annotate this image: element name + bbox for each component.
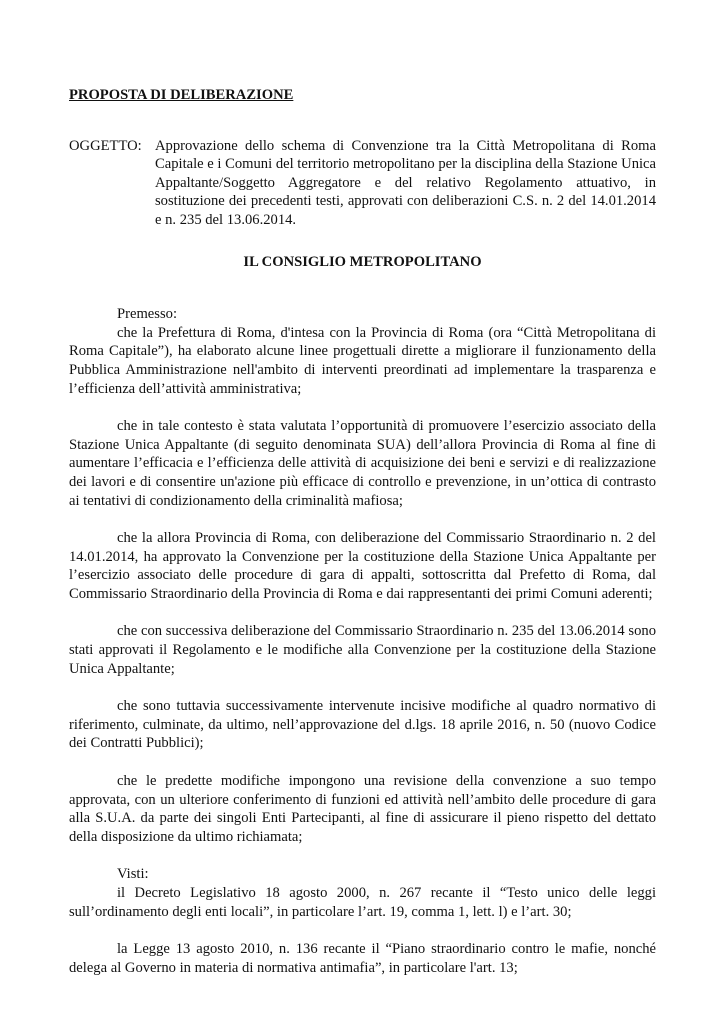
document-title: PROPOSTA DI DELIBERAZIONE [69,87,294,103]
visti-paragraph-1: il Decreto Legislativo 18 agosto 2000, n. 267 recante il “Testo unico delle leggi sull’ordinamento degli enti locali”, in particolare l’art. 19, comma 1, lett. l) e l’art. 30; [69,885,656,920]
document-body [69,86,656,977]
premesso-label: Premesso: [117,306,177,323]
premesso-paragraph-1: che la Prefettura di Roma, d'intesa con la Provincia di Roma (ora “Città Metropolitana di Roma Capitale”), ha elaborato alcune linee progettuali dirette a migliorare il funzionamento della Pubblica Amministrazione nell'ambito di interventi preordinati ad implementare la trasparenza e l’efficienza dell’attività amministrativa; [69,324,656,397]
visti-label: Visti: [117,866,149,883]
premesso-paragraph-4: che con successiva deliberazione del Commissario Straordinario n. 235 del 13.06.2014 sono stati approvati il Regolamento e le modifiche alla Convenzione per la costituzione della Stazione Unica Appaltante; [69,623,656,677]
council-heading: IL CONSIGLIO METROPOLITANO [243,253,482,270]
subject-text: Approvazione dello schema di Convenzione tra la Città Metropolitana di Roma Capitale e i Comuni del territorio metropolitano per la disciplina della Stazione Unica Appaltante/Soggetto Aggregatore e del relativo Regolamento attuativo, in sostituzione dei precedenti testi, approvati con deliberazioni C.S. n. 2 del 14.01.2014 e n. 235 del 13.06.2014. [155,137,656,228]
premesso-paragraph-2: che in tale contesto è stata valutata l’opportunità di promuovere l’esercizio associato della Stazione Unica Appaltante (di seguito denominata SUA) dell’allora Provincia di Roma al fine di aumentare l’efficacia e l’efficienza delle attività di acquisizione dei beni e servizi e di realizzazione dei lavori e di consentire un'azione più efficace di controllo e prevenzione, in un’ottica di contrasto ai tentativi di condizionamento della criminalità mafiosa; [69,418,656,509]
visti-paragraph-2: la Legge 13 agosto 2010, n. 136 recante il “Piano straordinario contro le mafie, nonché delega al Governo in materia di normativa antimafia”, in particolare l'art. 13; [69,941,656,976]
premesso-paragraph-5: che sono tuttavia successivamente intervenute incisive modifiche al quadro normativo di riferimento, culminate, da ultimo, nell’approvazione del d.lgs. 18 aprile 2016, n. 50 (nuovo Codice dei Contratti Pubblici); [69,698,656,752]
premesso-paragraph-3: che la allora Provincia di Roma, con deliberazione del Commissario Straordinario n. 2 del 14.01.2014, ha approvato la Convenzione per la costituzione della Stazione Unica Appaltante per l’esercizio associato delle procedure di gara di appalti, sottoscritta dal Prefetto di Roma, dal Commissario Straordinario della Provincia di Roma e dai rappresentanti dei primi Comuni aderenti; [69,530,656,602]
subject-block [69,137,656,230]
subject-label: OGGETTO: [69,137,142,154]
premesso-paragraph-6: che le predette modifiche impongono una revisione della convenzione a suo tempo approvata, con un ulteriore conferimento di funzioni ed attività nell’ambito delle procedure di gara alla S.U.A. da parte dei singoli Enti Partecipanti, al fine di assicurare il pieno rispetto del dettato della disposizione da ultimo richiamata; [69,773,656,845]
